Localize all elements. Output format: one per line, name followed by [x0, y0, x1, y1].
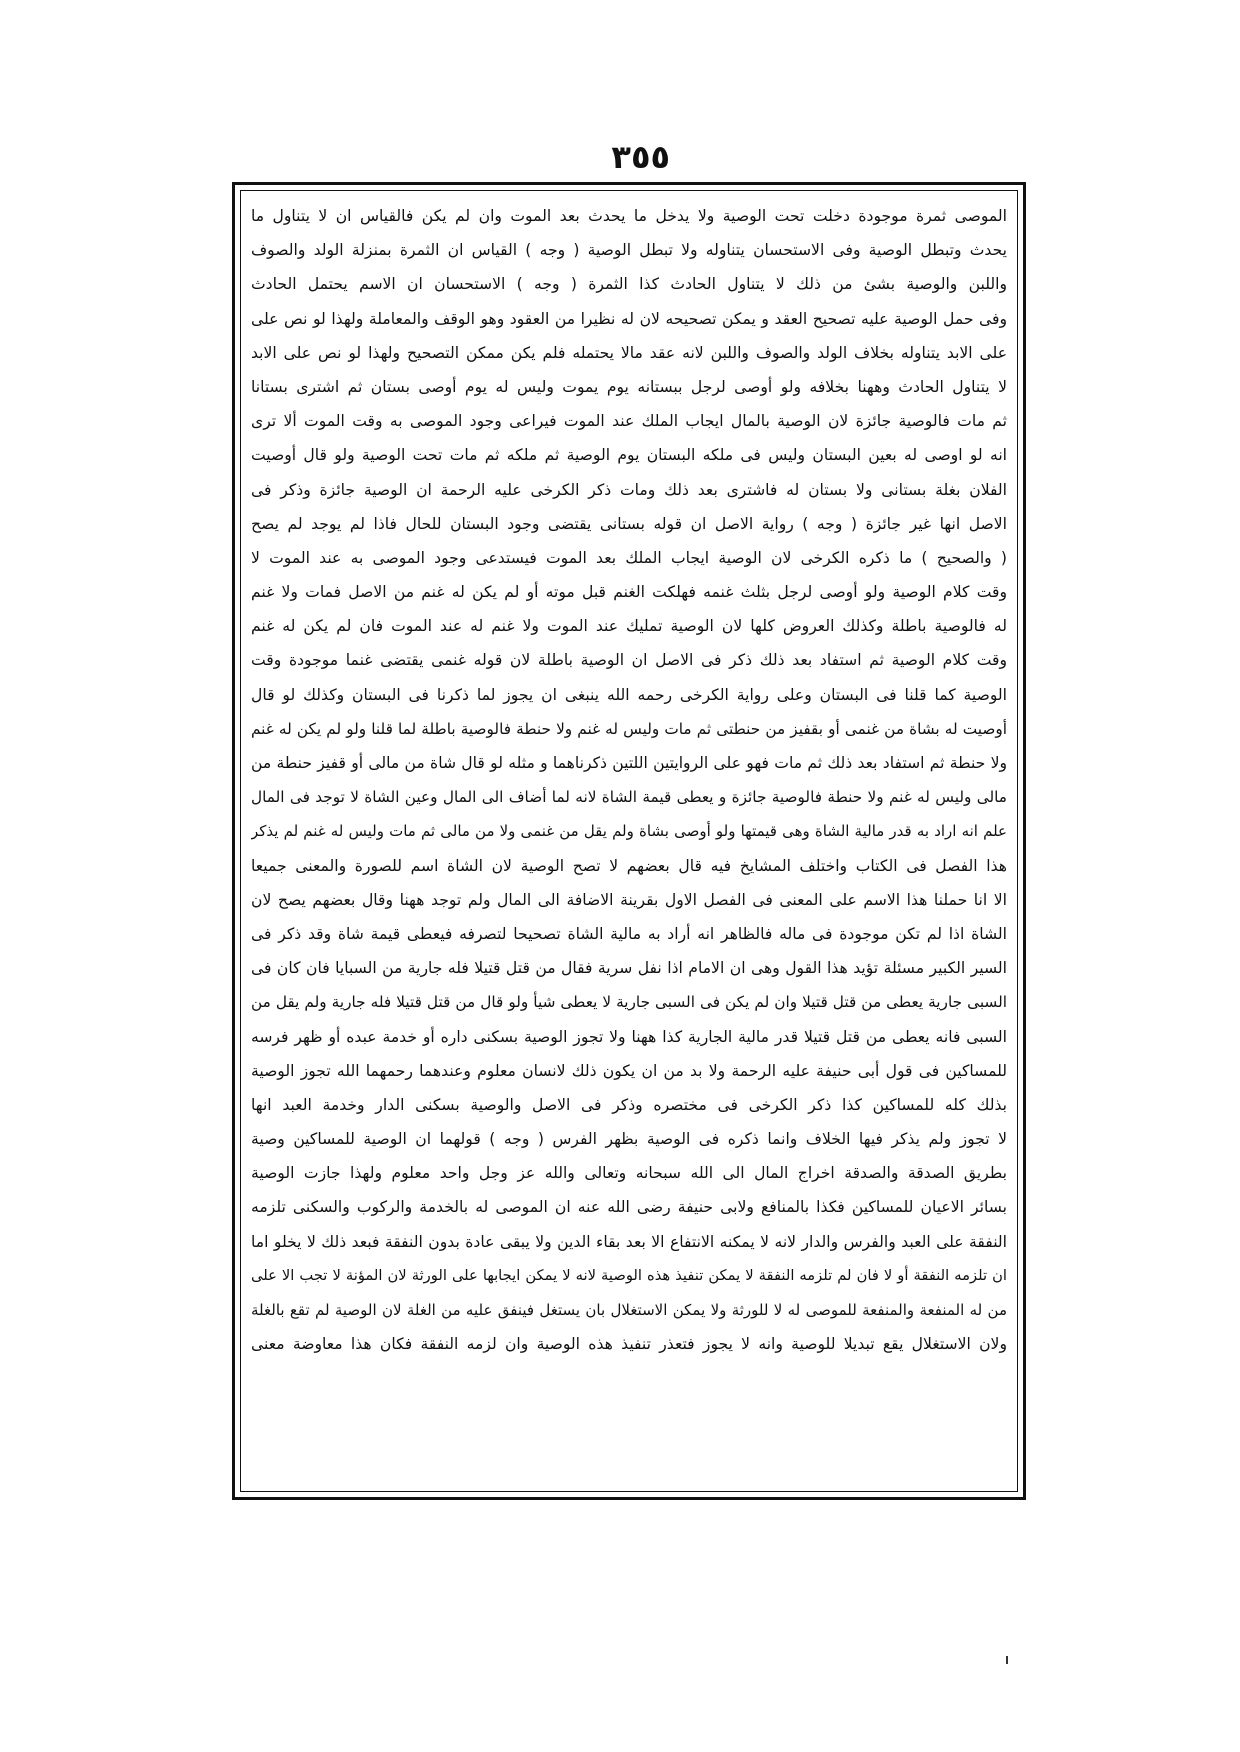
text-line: على الابد يتناوله بخلاف الولد والصوف واللبن لانه عقد مالا يحتمله فلم يكن ممكن التصحيح ولهذا لو نص على الابد	[251, 343, 1007, 362]
text-line: وفى حمل الوصية عليه تصحيح العقد و يمكن تصحيحه لان له نظيرا من العقود وهو الوقف والمعاملة ولهذا لو نص على	[251, 309, 1007, 328]
text-line: ثم مات فالوصية جائزة لان الوصية بالمال ايجاب الملك عند الموت فيراعى وجود الموصى به وقت الموت ألا ترى	[251, 412, 1007, 431]
body-text	[251, 199, 1007, 1487]
text-line: بذلك كله للمساكين كذا ذكر الكرخى فى مختصره وذكر فى الاصل والوصية بسكنى الدار وخدمة العبد انها	[251, 1095, 1007, 1114]
text-line: من له المنفعة والمنفعة للموصى له لا للورثة ولا يمكن الاستغلال بان يستغل فينفق عليه من الغلة لان الوصية لم تقع بالغلة	[251, 1301, 1007, 1319]
text-line: لا تجوز ولم يذكر فيها الخلاف وانما ذكره فى الوصية بظهر الفرس ( وجه ) قولهما ان الوصية للمساكين وصية	[251, 1130, 1007, 1149]
text-line: واللبن والوصية بشئ من ذلك لا يتناول الحادث كذا الثمرة ( وجه ) الاستحسان ان الاسم يحتمل الحادث	[251, 275, 1007, 294]
page-border-frame	[232, 182, 1026, 1500]
text-line: ولا حنطة ثم استفاد بعد ذلك ثم مات فهو على الروايتين اللتين ذكرناهما و مثله لو قال شاة من مالى أو قفيز حنطة من	[251, 754, 1007, 772]
text-line: لا يتناول الحادث وههنا بخلافه ولو أوصى لرجل ببستانه يوم يموت وليس له يوم أوصى بستان ثم اشترى بستانا	[251, 377, 1007, 396]
text-line: هذا الفصل فى الكتاب واختلف المشايخ فيه قال بعضهم لا تصح الوصية لان الشاة اسم للصورة والمعنى جميعا	[251, 856, 1007, 875]
text-line: الموصى ثمرة موجودة دخلت تحت الوصية ولا يدخل ما يحدث بعد الموت وان لم يكن فالقياس ان لا يتناول ما	[251, 207, 1007, 225]
text-line: السبى فانه يعطى من قتل قتيلا قدر مالية الجارية كذا ههنا ولا تجوز الوصية بسكنى داره أو خدمة عبده أو ظهر فرسه	[251, 1027, 1007, 1046]
text-line: الا انا حملنا هذا الاسم على المعنى فى الفصل الاول بقرينة الاضافة الى المال ولم توجد ههنا وقال بعضهم يصح لان	[251, 890, 1007, 909]
text-line: الوصية كما قلنا فى البستان وعلى رواية الكرخى رحمه الله ينبغى ان يجوز لما ذكرنا فى البستان وكذلك لو قال	[251, 685, 1007, 704]
text-line: السير الكبير مسئلة تؤيد هذا القول وهى ان الامام اذا نفل سرية فقال من قتل قتيلا فله جارية من السبايا فان كان فى	[251, 959, 1007, 978]
page-number: ٣٥٥	[611, 138, 670, 176]
text-line: ( والصحيح ) ما ذكره الكرخى لان الوصية ايجاب الملك بعد الموت فيستدعى وجود الموصى به عند الموت لا	[251, 548, 1007, 567]
text-line: للمساكين فى قول أبى حنيفة عليه الرحمة ولا بد من ان يكون ذلك لانسان معلوم وعندهما رحمهما الله تجوز الوصية	[251, 1061, 1007, 1080]
stray-scan-mark	[1006, 1656, 1008, 1664]
text-line: الشاة اذا لم تكن موجودة فى ماله فالظاهر انه أراد به مالية الشاة تصحيحا لتصرفه فيعطى قيمة شاة وقد ذكر فى	[251, 924, 1007, 943]
text-line: النفقة على العبد والفرس والدار لانه لا يمكنه الانتفاع الا بعد بقاء الدين ولا يبقى عادة بدون النفقة فبعد ذلك لا يخلو اما	[251, 1232, 1007, 1251]
text-line: وقت كلام الوصية ولو أوصى لرجل بثلث غنمه فهلكت الغنم قبل موته أو لم يكن له غنم من الاصل فمات ولا غنم	[251, 583, 1007, 602]
text-line: أوصيت له بشاة من غنمى أو بقفيز من حنطتى ثم مات وليس له غنم ولا حنطة فالوصية باطلة لما قلنا ولو لم يكن له غنم	[251, 719, 1007, 738]
text-line: علم انه اراد به قدر مالية الشاة وهى قيمتها ولو أوصى بشاة ولم يقل من غنمى ولا من مالى ثم مات وليس له غنم لم يذكر	[251, 822, 1007, 841]
text-line: ان تلزمه النفقة أو لا فان لم تلزمه النفقة لا يمكن تنفيذ هذه الوصية لانه لا يمكن ايجابها على الورثة لان المؤنة لا تجب الا على	[251, 1266, 1007, 1284]
text-line: الفلان بغلة بستانى ولا بستان له فاشترى بعد ذلك ومات ذكر الكرخى عليه الرحمة ان الوصية جائزة وذكر فى	[251, 480, 1007, 499]
text-line: له فالوصية باطلة وكذلك العروض كلها لان الوصية تمليك عند الموت ولا غنم له عند الموت فان لم يكن له غنم	[251, 617, 1007, 636]
text-line: انه لو اوصى له بعين البستان وليس فى ملكه البستان يوم الوصية ثم ملكه ثم مات تحت الوصية ولو قال أوصيت	[251, 446, 1007, 465]
text-line: يحدث وتبطل الوصية وفى الاستحسان يتناوله ولا تبطل الوصية ( وجه ) القياس ان الثمرة بمنزلة الولد والصوف	[251, 241, 1007, 260]
text-line: السبى جارية يعطى من قتل قتيلا وان لم يكن فى السبى جارية لا يعطى شيأ ولو قال من قتل قتيلا فله جارية ولم يقل من	[251, 993, 1007, 1012]
text-line: بسائر الاعيان للمساكين فكذا بالمنافع ولابى حنيفة رضى الله عنه ان الموصى له بالخدمة والركوب والسكنى تلزمه	[251, 1198, 1007, 1217]
text-line: ولان الاستغلال يقع تبديلا للوصية وانه لا يجوز فتعذر تنفيذ هذه الوصية وان لزمه النفقة فكان هذا معاوضة معنى	[251, 1335, 1007, 1354]
text-line: وقت كلام الوصية ثم استفاد بعد ذلك ذكر فى الاصل ان الوصية باطلة لان قوله غنمى يقتضى غنما موجودة وقت	[251, 651, 1007, 670]
text-line: مالى وليس له غنم ولا حنطة فالوصية جائزة و يعطى قيمة الشاة لانه لما أضاف الى المال وعين الشاة لا توجد فى المال	[251, 788, 1007, 807]
text-line: بطريق الصدقة والصدقة اخراج المال الى الله سبحانه وتعالى والله عز وجل واحد معلوم ولهذا جازت الوصية	[251, 1164, 1007, 1183]
text-line: الاصل انها غير جائزة ( وجه ) رواية الاصل ان قوله بستانى يقتضى وجود البستان للحال فاذا لم يوجد لم يصح	[251, 514, 1007, 533]
